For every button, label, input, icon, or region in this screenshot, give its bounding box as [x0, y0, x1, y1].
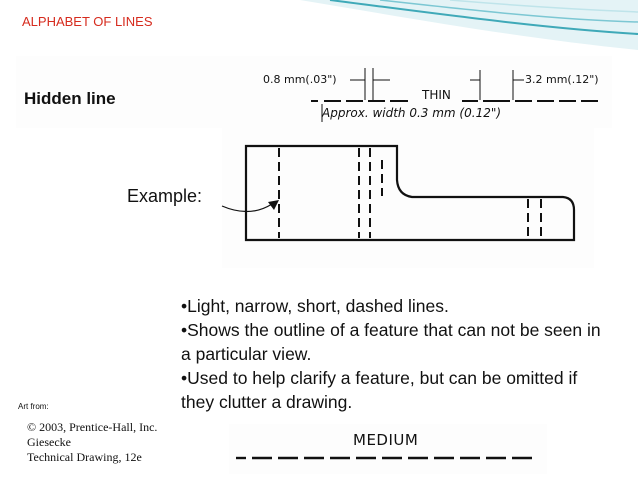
credit-line: © 2003, Prentice-Hall, Inc. [27, 420, 158, 434]
bullet-item: •Used to help clarify a feature, but can be omitted if they clutter a drawing. [181, 368, 578, 412]
line-weight-thin: THIN [422, 88, 451, 102]
hidden-line-label: Hidden line [24, 89, 116, 108]
credit-line: Giesecke [27, 435, 71, 449]
slide-title: ALPHABET OF LINES [22, 14, 153, 29]
bullet-item: •Light, narrow, short, dashed lines. [181, 296, 449, 316]
bullet-item: •Shows the outline of a feature that can not be seen in a particular view. [181, 320, 601, 364]
dash-length-spec: 3.2 mm(.12") [525, 73, 599, 86]
credit-line: Technical Drawing, 12e [27, 450, 142, 464]
dash-gap-spec: 0.8 mm(.03") [263, 73, 337, 86]
art-from-label: Art from: [18, 402, 49, 411]
approx-width-spec: Approx. width 0.3 mm (0.12") [322, 106, 502, 120]
line-weight-medium: MEDIUM [353, 431, 419, 449]
example-label: Example: [127, 186, 203, 206]
